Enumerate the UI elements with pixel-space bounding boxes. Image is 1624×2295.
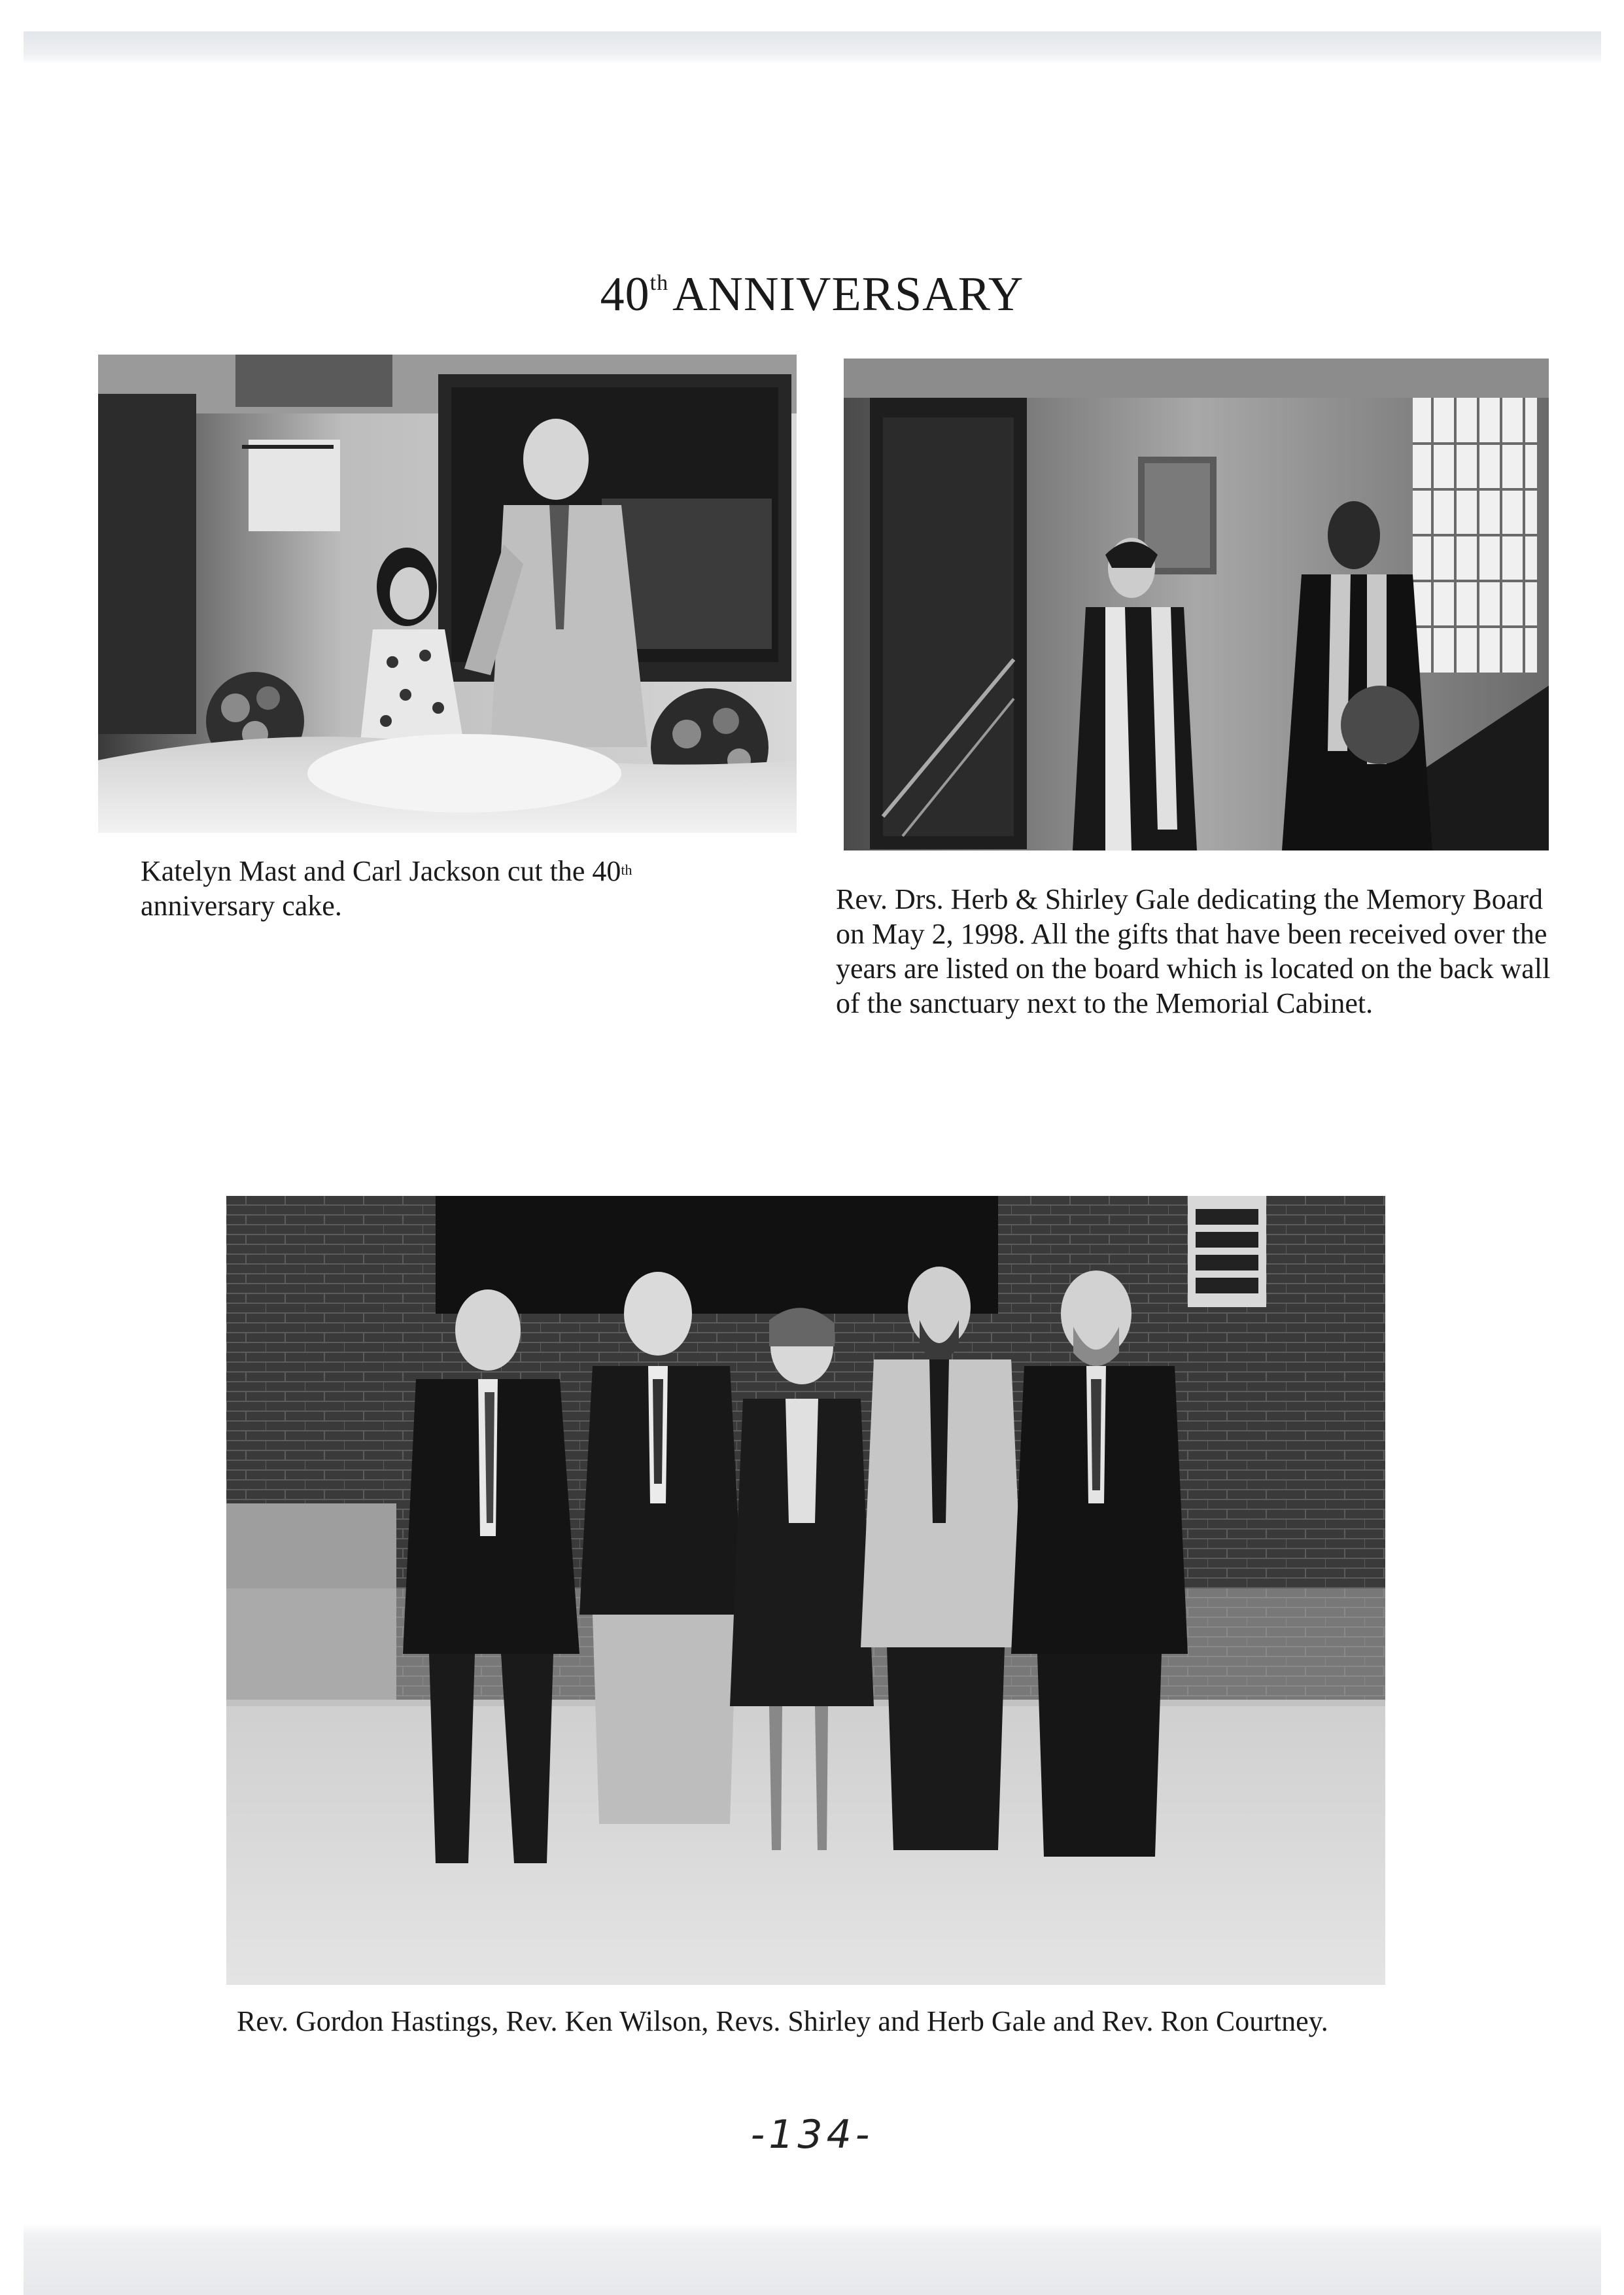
caption-cake-text-part1: Katelyn Mast and Carl Jackson cut the 40 bbox=[141, 855, 621, 887]
caption-cake-ordinal: th bbox=[621, 862, 632, 878]
title-ordinal-suffix: th bbox=[649, 270, 669, 295]
title-text: ANNIVERSARY bbox=[672, 267, 1024, 321]
page-number: -134- bbox=[750, 2112, 874, 2158]
title-number: 40 bbox=[600, 267, 650, 321]
photo-group-portrait bbox=[226, 1196, 1385, 1985]
page-title bbox=[0, 267, 1624, 323]
scan-edge-top bbox=[24, 31, 1601, 64]
caption-group-portrait: Rev. Gordon Hastings, Rev. Ken Wilson, Revs. Shirley and Herb Gale and Rev. Ron Courtney. bbox=[237, 2005, 1328, 2037]
photo-memory-board bbox=[844, 359, 1549, 850]
caption-memory-board: Rev. Drs. Herb & Shirley Gale dedicating the Memory Board on May 2, 1998. All the gifts that have been received over the years are listed on the board which is located on the back wall of the sanctuary next to the Memorial Cabinet. bbox=[836, 883, 1551, 1019]
caption-cake-text-part2: anniversary cake. bbox=[141, 890, 342, 922]
caption-cake-cutting bbox=[141, 854, 769, 923]
photo-cake-cutting bbox=[98, 355, 797, 833]
scan-edge-bottom bbox=[24, 2223, 1601, 2295]
